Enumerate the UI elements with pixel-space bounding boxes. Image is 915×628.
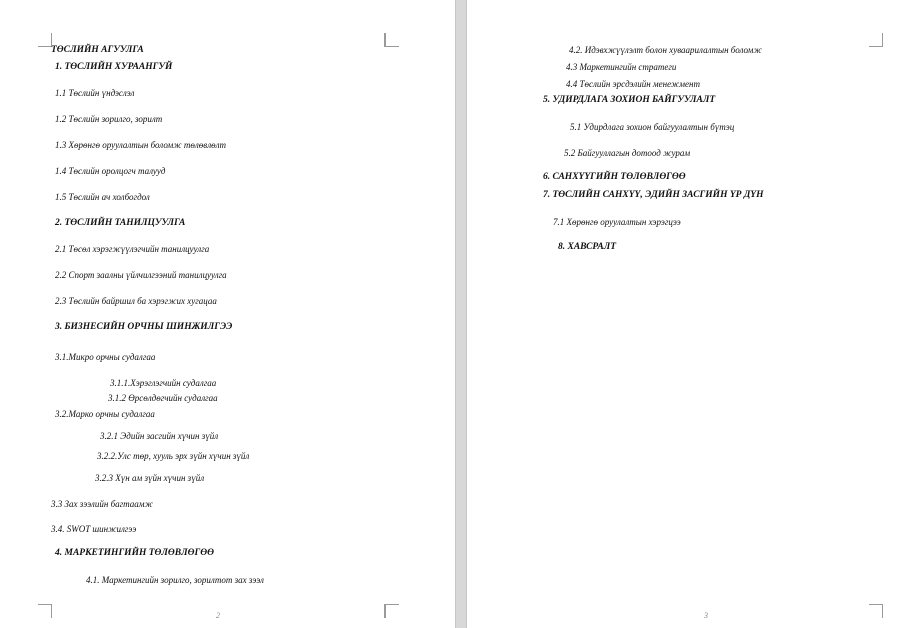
toc-heading[interactable]: 5. УДИРДЛАГА ЗОХИОН БАЙГУУЛАЛТ [543, 95, 716, 105]
toc-entry[interactable]: 3.2.Марко орчны судалгаа [55, 409, 155, 419]
toc-subentry[interactable]: 4.4 Төслийн эрсдэлийн менежмент [566, 79, 700, 89]
toc-entry[interactable]: 3.3 Зах зээлийн багтаамж [51, 499, 153, 509]
toc-entry[interactable]: 1.3 Хөрөнгө оруулалтын боломж төлөвлөлт [55, 140, 227, 150]
toc-heading[interactable]: 4. МАРКЕТИНГИЙН ТӨЛӨВЛӨГӨӨ [55, 548, 214, 558]
toc-title: ТӨСЛИЙН АГУУЛГА [51, 45, 144, 55]
toc-subentry[interactable]: 4.3 Маркетингийн стратеги [566, 62, 677, 72]
page-corner-mark [385, 33, 399, 47]
toc-subentry[interactable]: 4.1. Маркетингийн зорилго, зорилтот зах зээл [86, 575, 264, 585]
toc-entry[interactable]: 1.1 Төслийн үндэслэл [55, 88, 135, 98]
toc-heading[interactable]: 6. САНХҮҮГИЙН ТӨЛӨВЛӨГӨӨ [543, 172, 686, 182]
toc-entry[interactable]: 1.4 Төслийн оролцогч талууд [55, 166, 166, 176]
toc-subentry[interactable]: 4.2. Идэвхжүүлэлт болон хуваарилалтын боломж [569, 45, 762, 55]
toc-entry[interactable]: 1.2 Төслийн зорилго, зорилт [55, 114, 163, 124]
page-gutter [455, 0, 467, 628]
toc-heading[interactable]: 3. БИЗНЕСИЙН ОРЧНЫ ШИНЖИЛГЭЭ [55, 322, 233, 332]
toc-entry[interactable]: 3.1.Микро орчны судалгаа [55, 352, 156, 362]
toc-subentry[interactable]: 7.1 Хөрөнгө оруулалтын хэрэгцээ [553, 217, 681, 227]
page-corner-mark [869, 604, 883, 618]
page-right [467, 0, 915, 628]
toc-subentry[interactable]: 3.2.1 Эдийн засгийн хүчин зүйл [100, 431, 219, 441]
toc-heading[interactable]: 7. ТӨСЛИЙН САНХҮҮ, ЭДИЙН ЗАСГИЙН ҮР ДҮН [543, 190, 764, 200]
page-number: 3 [704, 611, 708, 620]
page-corner-mark [385, 604, 399, 618]
toc-subentry[interactable]: 3.2.3 Хүн ам зүйн хүчин зүйл [95, 473, 205, 483]
page-left [0, 0, 455, 628]
toc-entry[interactable]: 2.2 Спорт заалны үйлчилгээний танилцуулга [55, 270, 227, 280]
toc-subentry[interactable]: 3.2.2.Улс төр, хууль эрх зүйн хүчин зүйл [97, 451, 250, 461]
toc-heading[interactable]: 8. ХАВСРАЛТ [558, 242, 617, 252]
toc-entry[interactable]: 2.1 Төсөл хэрэгжүүлэгчийн танилцуулга [55, 244, 210, 254]
toc-heading[interactable]: 1. ТӨСЛИЙН ХУРААНГУЙ [55, 62, 173, 72]
toc-subentry[interactable]: 5.2 Байгууллагын дотоод журам [564, 148, 691, 158]
page-corner-mark [869, 33, 883, 47]
page-corner-mark [38, 604, 52, 618]
toc-subentry[interactable]: 3.1.1.Хэрэглэгчийн судалгаа [110, 378, 217, 388]
page-corner-mark [38, 33, 52, 47]
toc-entry[interactable]: 1.5 Төслийн ач холбогдол [55, 192, 150, 202]
toc-subentry[interactable]: 3.1.2 Өрсөлдөгчийн судалгаа [108, 393, 218, 403]
page-number: 2 [216, 611, 220, 620]
toc-entry[interactable]: 2.3 Төслийн байршил ба хэрэгжих хугацаа [55, 296, 217, 306]
toc-subentry[interactable]: 5.1 Удирдлага зохион байгуулалтын бүтэц [570, 122, 735, 132]
toc-entry[interactable]: 3.4. SWOT шинжилгээ [51, 524, 137, 534]
toc-heading[interactable]: 2. ТӨСЛИЙН ТАНИЛЦУУЛГА [55, 218, 186, 228]
